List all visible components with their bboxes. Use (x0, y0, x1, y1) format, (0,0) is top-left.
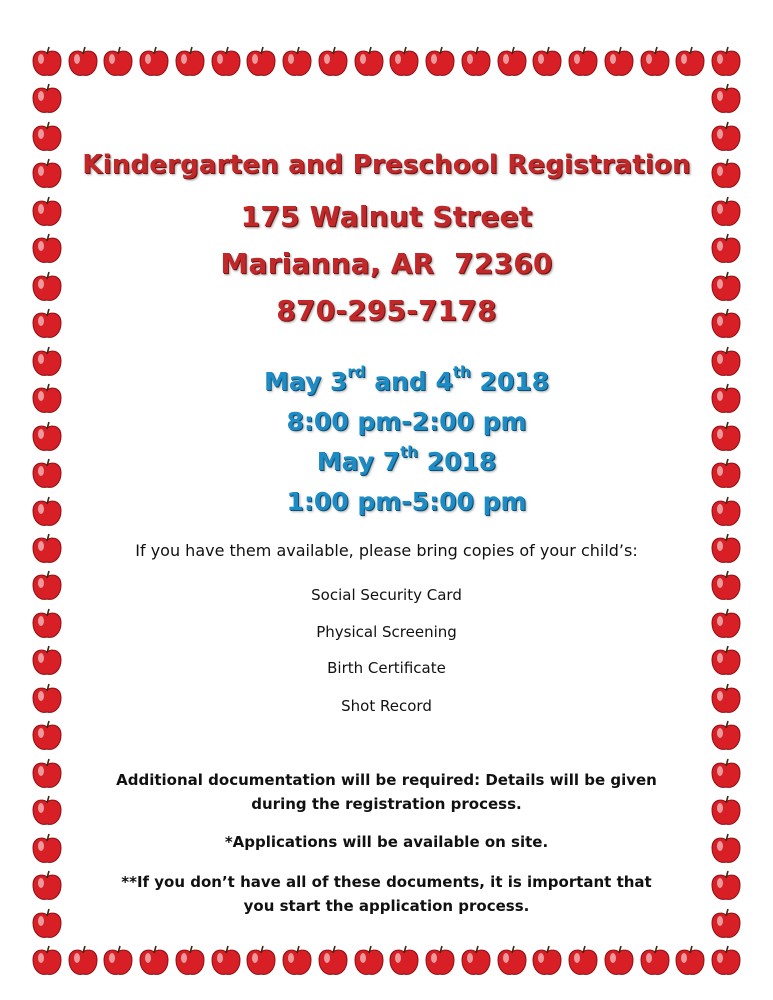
apple-icon (30, 869, 64, 903)
apple-icon (30, 120, 64, 154)
apple-icon (709, 420, 743, 454)
date-line-1 (100, 363, 713, 396)
apple-icon (30, 682, 64, 716)
missing-docs-note: **If you don’t have all of these documents, it is important that you start the application process. (121, 873, 652, 915)
apple-icon (30, 719, 64, 753)
apple-icon (30, 457, 64, 491)
apple-icon (709, 345, 743, 379)
list-item: Social Security Card (311, 586, 462, 604)
apple-icon (709, 757, 743, 791)
apple-icon (30, 944, 64, 978)
apple-icon (30, 832, 64, 866)
date-suffix: th (452, 363, 471, 381)
apple-icon (709, 944, 743, 978)
date-suffix: th (400, 443, 418, 461)
flyer-content (80, 0, 693, 1000)
apple-icon (30, 345, 64, 379)
apple-icon (709, 907, 743, 941)
additional-docs-note: Additional documentation will be required: Details will be given during the registration process. (116, 771, 657, 813)
apple-icon (30, 757, 64, 791)
date-year: 2018 (470, 367, 550, 396)
apple-icon (709, 195, 743, 229)
apple-icon (709, 82, 743, 116)
apple-icon (709, 232, 743, 266)
apple-icon (30, 420, 64, 454)
apple-icon (709, 719, 743, 753)
apple-icon (709, 495, 743, 529)
apple-icon (30, 270, 64, 304)
date-line-2 (100, 443, 713, 476)
apple-icon (709, 869, 743, 903)
apple-icon (30, 495, 64, 529)
address-city: Marianna, AR 72360 (220, 247, 553, 280)
apple-icon (30, 382, 64, 416)
applications-note: *Applications will be available on site. (224, 833, 549, 851)
apple-icon (709, 157, 743, 191)
date-text: May 7 (316, 447, 401, 476)
apple-icon (30, 82, 64, 116)
apple-icon (709, 120, 743, 154)
apple-icon (30, 157, 64, 191)
apple-icon (709, 607, 743, 641)
apple-icon (30, 232, 64, 266)
address-street: 175 Walnut Street (240, 200, 533, 233)
apple-icon (30, 307, 64, 341)
date-year: 2018 (417, 447, 497, 476)
apple-icon (709, 532, 743, 566)
apple-icon (709, 644, 743, 678)
apple-icon (709, 307, 743, 341)
date-suffix: rd (347, 363, 366, 381)
date-text: and 4 (365, 367, 453, 396)
apple-icon (30, 794, 64, 828)
apple-icon (709, 270, 743, 304)
apple-icon (709, 794, 743, 828)
time-line-1: 8:00 pm-2:00 pm (286, 407, 527, 436)
list-item: Shot Record (341, 697, 432, 715)
apple-icon (30, 569, 64, 603)
apple-icon (709, 682, 743, 716)
apple-icon (709, 45, 743, 79)
time-line-2: 1:00 pm-5:00 pm (286, 487, 527, 516)
apple-icon (709, 382, 743, 416)
apple-icon (709, 569, 743, 603)
intro-text: If you have them available, please bring copies of your child’s: (135, 541, 638, 560)
apple-icon (30, 532, 64, 566)
apple-icon (30, 907, 64, 941)
phone-number: 870-295-7178 (276, 294, 497, 327)
apple-icon (30, 45, 64, 79)
apple-icon (709, 457, 743, 491)
apple-icon (30, 607, 64, 641)
apple-icon (709, 832, 743, 866)
flyer-title: Kindergarten and Preschool Registration (82, 150, 691, 180)
list-item: Birth Certificate (327, 659, 446, 677)
apple-icon (30, 195, 64, 229)
apple-icon (30, 644, 64, 678)
list-item: Physical Screening (316, 623, 457, 641)
date-text: May 3 (263, 367, 348, 396)
